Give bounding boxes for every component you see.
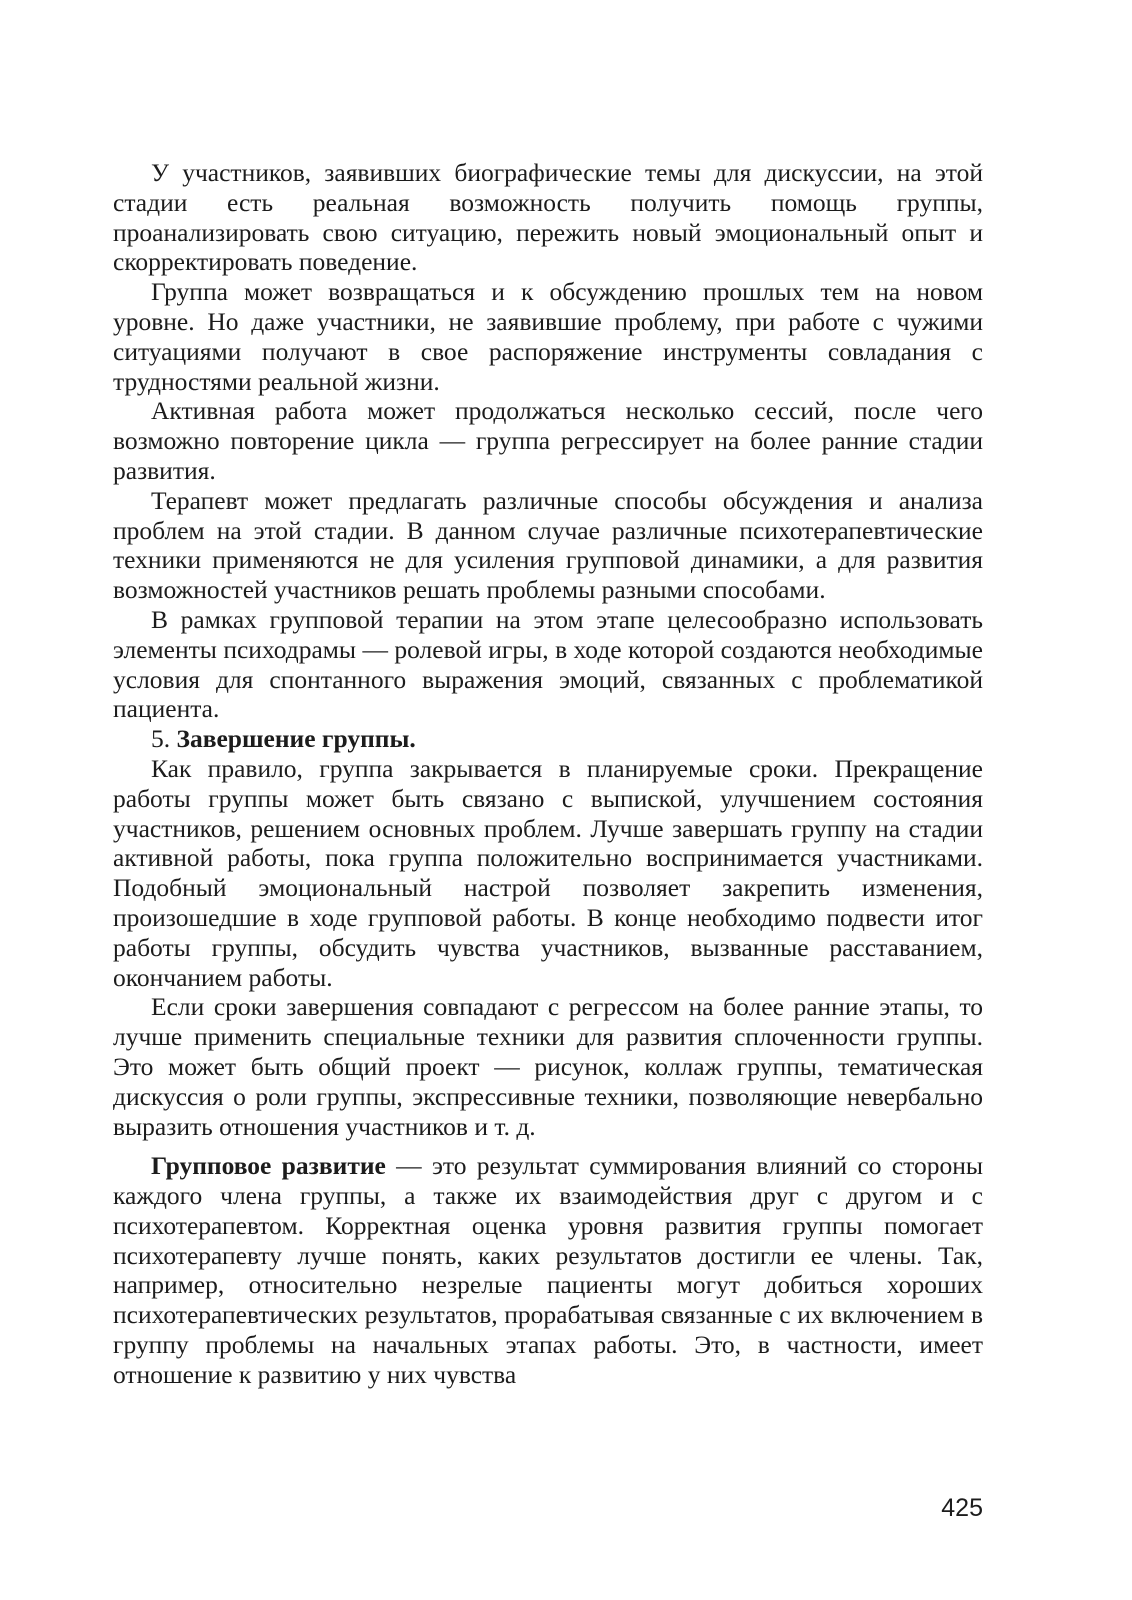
page-number: 425 (941, 1494, 983, 1522)
section-heading (113, 724, 983, 754)
paragraph-3: Активная работа может продолжаться несколько сессий, после чего возможно повторение цикла — группа регрессирует на более ранние стадии развития. (113, 396, 983, 485)
paragraph-4: Терапевт может предлагать различные способы обсуждения и анализа проблем на этой стадии. В данном случае различные психотерапевтические техники применяются не для усиления групповой динамики, а для развития возможностей участников решать проблемы разными способами. (113, 485, 983, 605)
section-title: Завершение группы. (176, 724, 416, 754)
definition-term: Групповое развитие (151, 1151, 386, 1181)
paragraph-1: У участников, заявивших биографические темы для дискуссии, на этой стадии есть реальная возможность получить помощь группы, проанализировать свою ситуацию, пережить новый эмоциональный опыт и скорректировать поведение. (113, 158, 983, 277)
paragraph-spacer (113, 1141, 983, 1151)
paragraph-5: В рамках групповой терапии на этом этапе целесообразно использовать элементы психодрамы — ролевой игры, в ходе которой создаются необходимые условия для спонтанного выражения эмоций, связанных с проблематикой пациента. (113, 604, 983, 724)
paragraph-2: Группа может возвращаться и к обсуждению прошлых тем на новом уровне. Но даже участники, не заявившие проблему, при работе с чужими ситуациями получают в свое распоряжение инструменты совладания с трудностями реальной жизни. (113, 277, 983, 396)
definition-paragraph (113, 1151, 983, 1389)
section-number: 5. (151, 724, 171, 754)
definition-text: — это результат суммирования влияний со стороны каждого члена группы, а также их взаимодействия друг с другом и с психотерапевтом. Корректная оценка уровня развития группы помогает психотерапевту лучше понять, каких результатов достигли ее члены. Так, например, относительно незрелые пациенты могут добиться хороших психотерапевтических результатов, прорабатывая связанные с их включением в группу проблемы на начальных этапах работы. Это, в частности, имеет отношение к развитию у них чувства (113, 1151, 983, 1389)
paragraph-6: Как правило, группа закрывается в планируемые сроки. Прекращение работы группы может быть связано с выпиской, улучшением состояния участников, решением основных проблем. Лучше завершать группу на стадии активной работы, пока группа положительно воспринимается участниками. Подобный эмоциональный настрой позволяет закрепить изменения, произошедшие в ходе групповой работы. В конце необходимо подвести итог работы группы, обсудить чувства участников, вызванные расставанием, окончанием работы. (113, 753, 983, 992)
page-body (113, 158, 983, 1390)
paragraph-7: Если сроки завершения совпадают с регрессом на более ранние этапы, то лучше применить специальные техники для развития сплоченности группы. Это может быть общий проект — рисунок, коллаж группы, тематическая дискуссия о роли группы, экспрессивные техники, позволяющие невербально выразить отношения участников и т. д. (113, 992, 983, 1141)
